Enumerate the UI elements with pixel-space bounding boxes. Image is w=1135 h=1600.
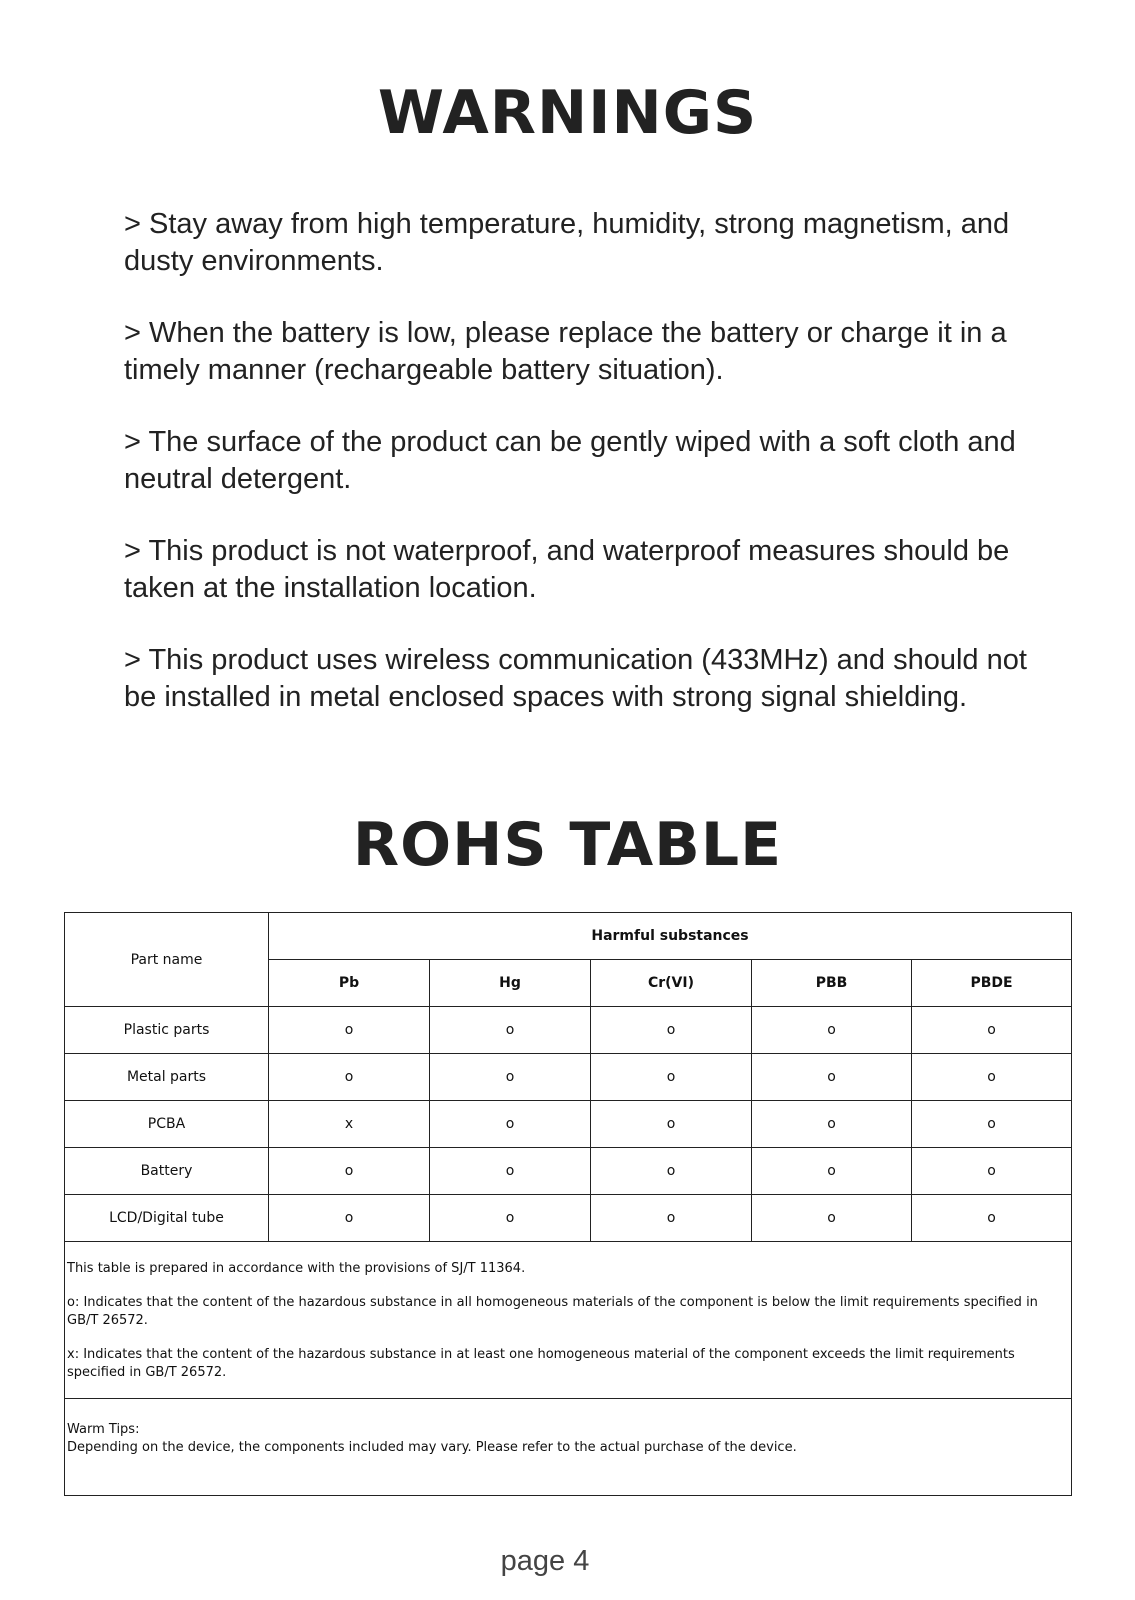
table-row <box>65 1054 1072 1101</box>
substance-cell: o <box>912 1101 1072 1148</box>
part-name-cell: LCD/Digital tube <box>65 1195 269 1242</box>
substance-header-pb: Pb <box>269 960 430 1007</box>
warning-item: > The surface of the product can be gently wiped with a soft cloth and neutral detergent. <box>124 426 1016 495</box>
substance-cell: x <box>269 1101 430 1148</box>
substance-header-cr: Cr(VI) <box>591 960 752 1007</box>
substance-cell: o <box>752 1148 912 1195</box>
substance-cell: o <box>430 1101 591 1148</box>
tips-text: Depending on the device, the components included may vary. Please refer to the actual purchase of the device. <box>67 1440 797 1455</box>
warning-item: > This product is not waterproof, and waterproof measures should be taken at the installation location. <box>124 535 1010 604</box>
substance-cell: o <box>912 1007 1072 1054</box>
table-notes <box>65 1242 1072 1399</box>
substance-cell: o <box>591 1101 752 1148</box>
substance-cell: o <box>912 1148 1072 1195</box>
notes-row <box>65 1242 1072 1399</box>
table-row <box>65 1148 1072 1195</box>
table-row <box>65 1195 1072 1242</box>
substance-cell: o <box>430 1007 591 1054</box>
substance-cell: o <box>430 1195 591 1242</box>
table-header-row <box>65 913 1072 960</box>
substance-cell: o <box>912 1195 1072 1242</box>
substance-cell: o <box>752 1101 912 1148</box>
tips-title: Warm Tips: <box>67 1422 140 1437</box>
substance-cell: o <box>269 1148 430 1195</box>
part-name-cell: PCBA <box>65 1101 269 1148</box>
substance-cell: o <box>591 1148 752 1195</box>
table-row <box>65 1101 1072 1148</box>
warnings-title: WARNINGS <box>377 78 758 148</box>
substance-cell: o <box>591 1195 752 1242</box>
substance-cell: o <box>269 1007 430 1054</box>
part-name-header: Part name <box>65 913 269 1007</box>
warning-item: > This product uses wireless communication (433MHz) and should not be installed in metal enclosed spaces with strong signal shielding. <box>124 644 1027 713</box>
o-legend-note: o: Indicates that the content of the hazardous substance in all homogeneous materials of the component is below the limit requirements specified in GB/T 26572. <box>67 1295 1038 1328</box>
substance-cell: o <box>430 1054 591 1101</box>
substance-cell: o <box>430 1148 591 1195</box>
warning-item: > When the battery is low, please replace the battery or charge it in a timely manner (rechargeable battery situation). <box>124 317 1007 386</box>
substance-cell: o <box>591 1007 752 1054</box>
substance-cell: o <box>269 1195 430 1242</box>
part-name-cell: Battery <box>65 1148 269 1195</box>
x-legend-note: x: Indicates that the content of the hazardous substance in at least one homogeneous material of the component exceeds the limit requirements specified in GB/T 26572. <box>67 1347 1015 1380</box>
rohs-title: ROHS TABLE <box>352 810 783 880</box>
substance-cell: o <box>752 1195 912 1242</box>
harmful-substances-header: Harmful substances <box>269 913 1072 960</box>
warm-tips <box>65 1399 1072 1496</box>
substance-header-pbb: PBB <box>752 960 912 1007</box>
warning-item: > Stay away from high temperature, humidity, strong magnetism, and dusty environments. <box>124 208 1010 277</box>
page-number: page 4 <box>500 1545 590 1577</box>
part-name-cell: Metal parts <box>65 1054 269 1101</box>
standard-note: This table is prepared in accordance with the provisions of SJ/T 11364. <box>67 1261 526 1276</box>
substance-header-pbde: PBDE <box>912 960 1072 1007</box>
part-name-cell: Plastic parts <box>65 1007 269 1054</box>
substance-header-hg: Hg <box>430 960 591 1007</box>
rohs-table <box>64 912 1072 1496</box>
substance-cell: o <box>591 1054 752 1101</box>
substance-cell: o <box>912 1054 1072 1101</box>
substance-cell: o <box>752 1054 912 1101</box>
table-row <box>65 1007 1072 1054</box>
tips-row <box>65 1399 1072 1496</box>
warnings-list <box>124 206 1044 751</box>
substance-cell: o <box>752 1007 912 1054</box>
substance-cell: o <box>269 1054 430 1101</box>
